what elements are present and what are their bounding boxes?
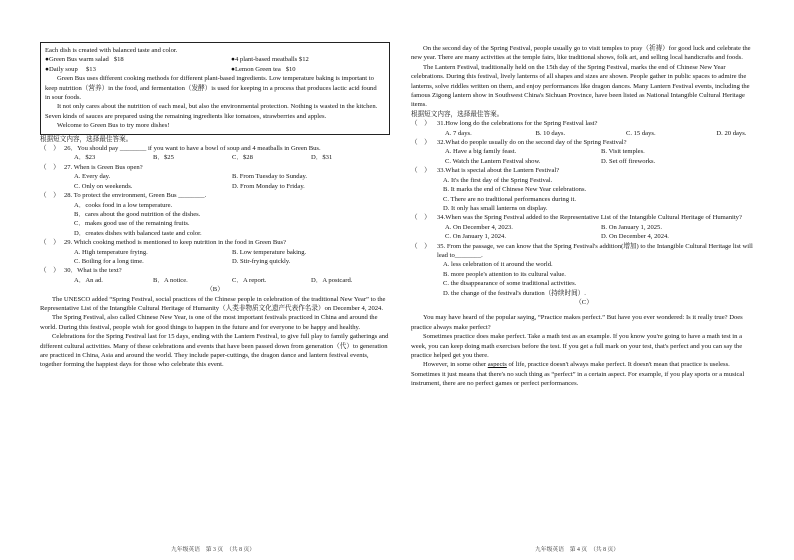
answer-bracket[interactable]: （ ）: [40, 163, 60, 171]
option: B. From Tuesday to Sunday.: [232, 173, 308, 181]
section-label: （C）: [575, 298, 593, 306]
option: A. 7 days.: [445, 129, 472, 137]
option: B．cares about the good nutrition of the dishes.: [74, 210, 201, 218]
option: A. Every day.: [74, 173, 111, 181]
menu-item: ●Lemon Green tea $10: [231, 65, 296, 73]
option: C．$28: [232, 154, 253, 162]
option: C. On January 1, 2024.: [445, 233, 506, 241]
option: B. On January 1, 2025.: [601, 223, 662, 231]
option: B. Visit temples.: [601, 148, 645, 156]
option: D. On December 4, 2024.: [601, 233, 669, 241]
question-stem: 31.How long do the celebrations for the Spring Festival last?: [437, 120, 598, 128]
passage-paragraph: The Spring Festival, also called Chinese New Year, is one of the most important festivals practiced in China and around the world. During this festival, people wish for good things to happen in the future and for everyone to be happy and healthy.: [40, 314, 378, 331]
instruction: 根据短文内容，选择最佳答案。: [411, 110, 504, 118]
option: D. the change of the festival's duration（持续时间）.: [443, 289, 586, 297]
question-stem: 30．What is the text?: [64, 267, 122, 275]
option: D. 20 days.: [716, 129, 747, 137]
menu-paragraph: It not only cares about the nutrition of each meal, but also the environmental protection. Nothing is wasted in the kitchen. Seven kinds of sauces are prepared using the remaining ingredients like tomatoes, strawberries and apples.: [45, 103, 378, 120]
answer-bracket[interactable]: （ ）: [411, 214, 431, 222]
question: [40, 266, 390, 285]
option: C. There are no traditional performances during it.: [443, 195, 576, 203]
page-footer: 九年级英语 第 4 页 （共 8 页）: [535, 547, 620, 553]
answer-bracket[interactable]: （ ）: [40, 145, 60, 153]
question-stem: 26．You should pay ________ if you want to have a bowl of soup and 4 meatballs in Green Bus.: [64, 145, 321, 153]
question-stem: 35. From the passage, we can know that the Spring Festival's addition(增加) to the Intangible Cultural Heritage list will lead to________.: [437, 242, 753, 259]
answer-bracket[interactable]: （ ）: [411, 120, 431, 128]
question: [40, 163, 390, 191]
option: D．A postcard.: [311, 276, 353, 284]
option: B. Low temperature baking.: [232, 248, 307, 256]
menu-intro: Each dish is created with balanced taste and color.: [45, 47, 178, 54]
question: [40, 144, 390, 163]
question-stem: 33.What is special about the Lantern Festival?: [437, 167, 560, 175]
question: [411, 166, 757, 213]
left-page: [40, 0, 390, 370]
option: A. High temperature frying.: [74, 248, 148, 256]
passage-paragraph: You may have heard of the popular saying, “Practice makes perfect.” But have you ever wondered: Is it really true? Does practice always make perfect?: [411, 314, 743, 331]
answer-bracket[interactable]: （ ）: [40, 192, 60, 200]
page-footer: 九年级英语 第 3 页 （共 8 页）: [171, 547, 256, 553]
option: B. more people's attention to its cultural value.: [443, 270, 566, 278]
question: [40, 191, 390, 238]
option: C．A report.: [232, 276, 267, 284]
option: C. the disappearance of some traditional activities.: [443, 280, 577, 288]
question: [411, 242, 757, 298]
section-label: （B）: [206, 286, 224, 294]
menu-list: [45, 55, 383, 74]
menu-welcome: Welcome to Green Bus to try more dishes!: [57, 122, 170, 130]
answer-bracket[interactable]: （ ）: [411, 242, 431, 250]
answer-bracket[interactable]: （ ）: [411, 167, 431, 175]
option: D．$31: [311, 154, 333, 162]
option: C. Only on weekends.: [74, 182, 133, 190]
question: [411, 213, 757, 241]
option: C. Boiling for a long time.: [74, 257, 144, 265]
passage-paragraph: The UNESCO added “Spring Festival, social practices of the Chinese people in celebration of the traditional New Year” to the Representative List of the Intangible Cultural Heritage of Humanity（人类非物质文化遗产代表作名录）on December 4, 2024.: [40, 295, 386, 312]
instruction: 根据短文内容，选择最佳答案。: [40, 135, 133, 143]
question: [411, 119, 757, 138]
answer-bracket[interactable]: （ ）: [40, 239, 60, 247]
passage-paragraph: Celebrations for the Spring Festival last for 15 days, ending with the Lantern Festival, to give full play to family gatherings and different cultural activities. Many of these celebrations and events that have been passed down from generation（代）to generation are practiced in China, Asia and around the world. They include paper-cuttings, the dragon dance and lantern festival events, together forming the happiest days for those who celebrate this event.: [40, 333, 389, 369]
question-stem: 27. When is Green Bus open?: [64, 163, 143, 171]
option: B. It marks the end of Chinese New Year celebrations.: [443, 186, 587, 194]
option: A. It's the first day of the Spring Festival.: [443, 176, 553, 184]
right-page: [411, 44, 757, 389]
answer-bracket[interactable]: （ ）: [411, 139, 431, 147]
passage-paragraph: The Lantern Festival, traditionally held on the 15th day of the Spring Festival, marks the end of Chinese New Year celebrations. During this festival, lively lanterns of all shapes and sizes are shown. People gather in public spaces to admire the lanterns, solve riddles written on them, and enjoy performances like dragon dances. Many Lantern Festival events, including the famous Zigong lantern show in Southwest China's Sichuan Province, have been listed as National Intangible Cultural Heritage items.: [411, 63, 750, 109]
menu-item: ●4 plant-based meatballs $12: [231, 56, 309, 64]
option: C. Watch the Lantern Festival show.: [445, 157, 541, 165]
question: [411, 138, 757, 166]
option: A．$23: [74, 154, 96, 162]
menu-item: ●Green Bus warm salad $18: [45, 56, 124, 64]
answer-bracket[interactable]: （ ）: [40, 267, 60, 275]
option: A．cooks food in a low temperature.: [74, 201, 173, 209]
option: D. Set off fireworks.: [601, 157, 656, 165]
menu-item: ●Daily soup $13: [45, 65, 96, 73]
underlined-word: aspects: [487, 361, 507, 369]
option: A．An ad.: [74, 276, 103, 284]
menu-paragraph: Green Bus uses different cooking methods for different plant-based ingredients. Low temperature baking is important to keep nutrition（营养）in the food, and fermentation（发酵）is used for keeping in a process that produces lactic acid found in sour foods.: [45, 75, 377, 102]
option: C. 15 days.: [625, 129, 656, 137]
option: A. Have a big family feast.: [445, 148, 517, 156]
question-stem: 28. To protect the environment, Green Bus ________.: [64, 192, 207, 200]
question-stem: 34.When was the Spring Festival added to the Representative List of the Intangible Cultural Heritage of Humanity?: [437, 214, 742, 222]
option: C．makes good use of the remaining fruits.: [74, 220, 190, 228]
option: D. It only has small lanterns on display.: [443, 204, 548, 212]
option: D．creates dishes with balanced taste and color.: [74, 229, 202, 237]
question-stem: 29. Which cooking method is mentioned to keep nutrition in the food in Green Bus?: [64, 239, 287, 247]
option: A. less celebration of it around the world.: [443, 261, 553, 269]
option: B．$25: [153, 154, 174, 162]
passage-paragraph: Sometimes practice does make perfect. Take a math test as an example. If you know you're going to have a math test in a week, you can keep doing math exercises before the test. If you get a full mark on your test, that's perfect and you can say the practice helped get you there.: [411, 333, 743, 359]
question-stem: 32.What do people usually do on the second day of the Spring Festival?: [437, 139, 627, 147]
option: B．A notice.: [153, 276, 188, 284]
option: B. 10 days.: [535, 129, 566, 137]
passage-paragraph: However, in some other aspects of life, practice doesn't always make perfect. It doesn't mean that practice is useless. Sometimes it just means that there's no such thing as “perfect” in a certain aspect. For example, if you play sports or a musical instrument, there are no perfect games or perfect performances.: [411, 361, 745, 388]
option: A. On December 4, 2023.: [445, 223, 513, 231]
passage-paragraph: On the second day of the Spring Festival, people usually go to visit temples to pray（祈祷）for good luck and celebrate the new year. There are many activities at the temple fairs, like traditional shows, folk art, and selling local handicrafts and foods.: [411, 45, 751, 62]
menu-box: [40, 42, 390, 135]
option: D. Stir-frying quickly.: [232, 257, 291, 265]
question: [40, 238, 390, 266]
option: D. From Monday to Friday.: [232, 182, 305, 190]
